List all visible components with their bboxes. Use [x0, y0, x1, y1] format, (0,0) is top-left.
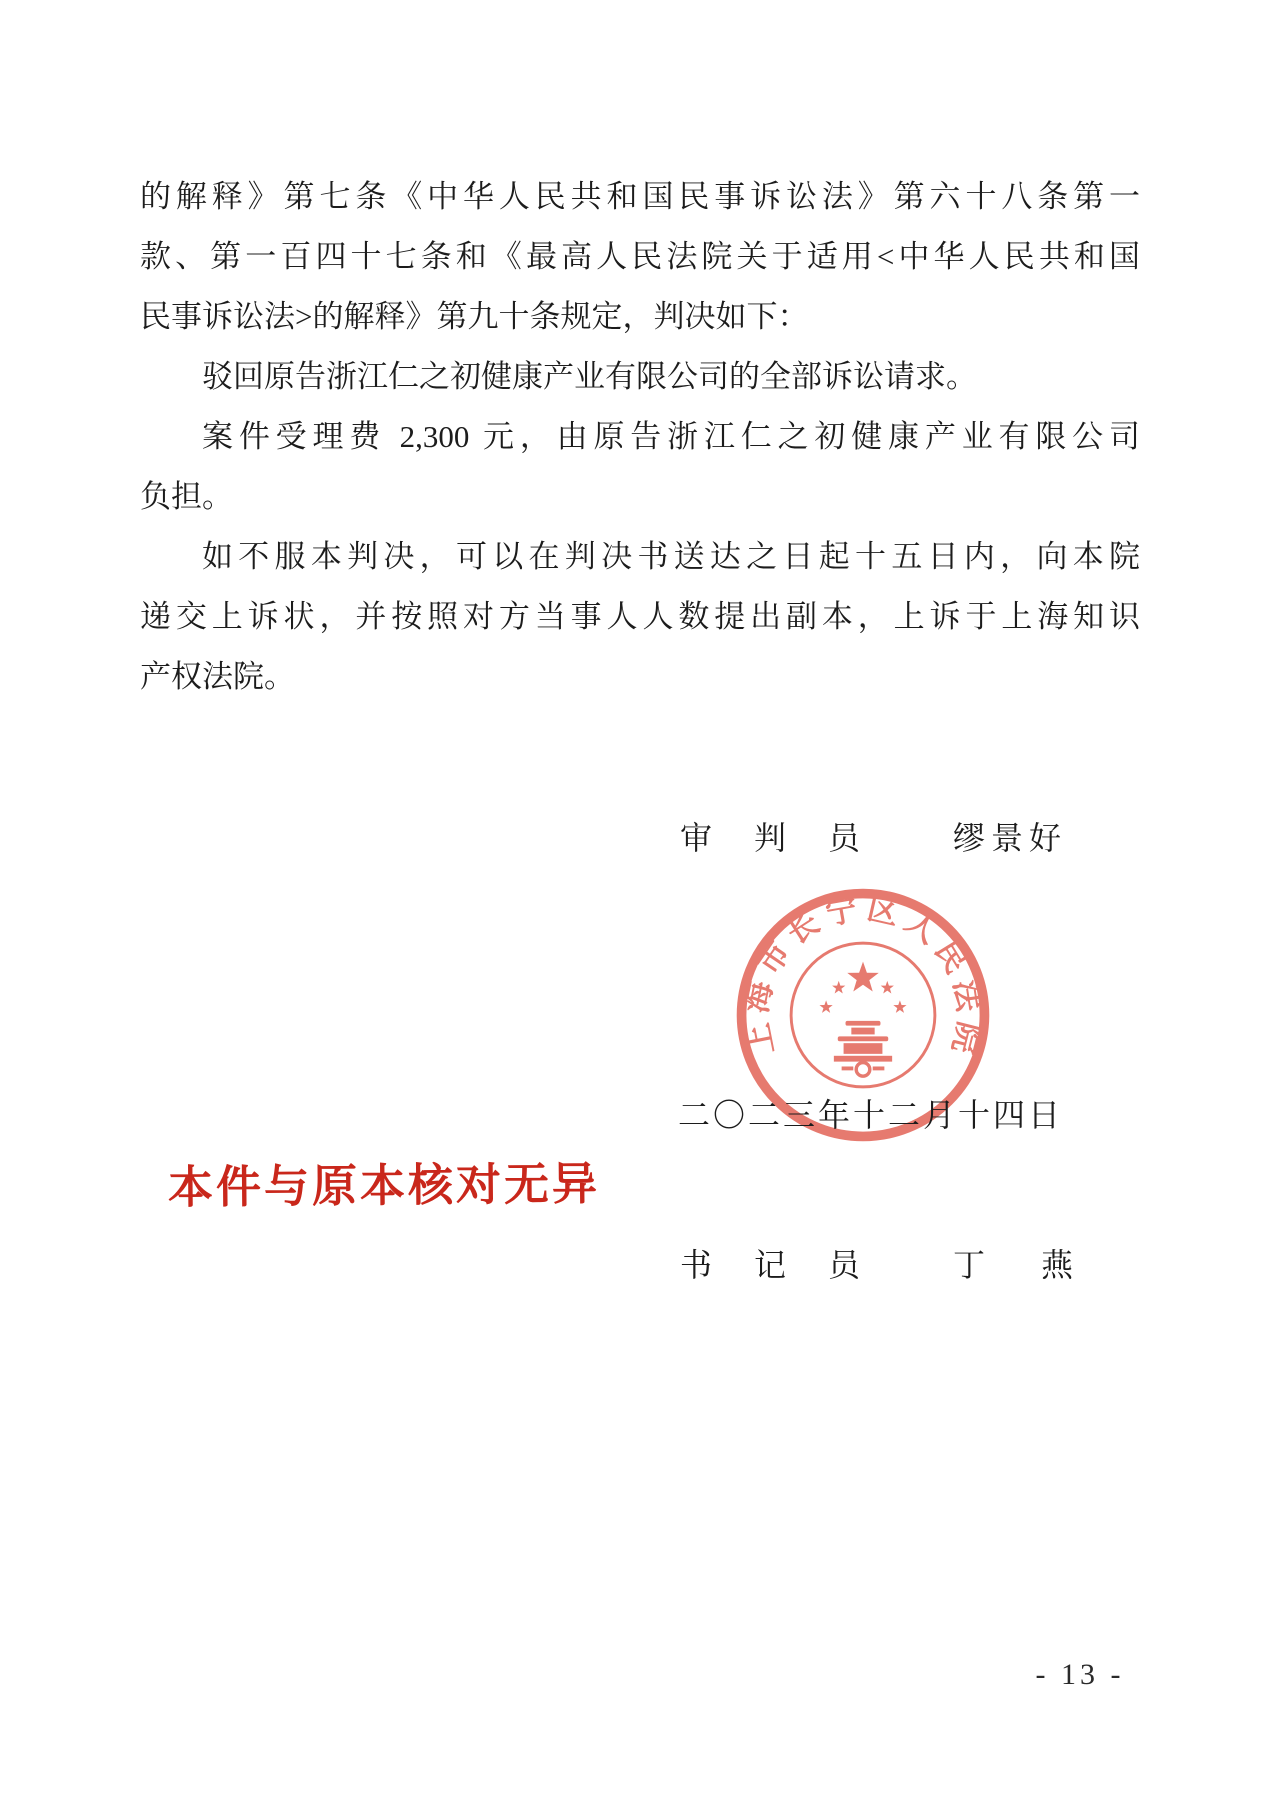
clerk-name: 丁 燕 — [953, 1247, 1086, 1283]
body-line: 递交上诉状，并按照对方当事人人数提出副本，上诉于上海知识 — [140, 599, 1140, 634]
judge-name: 缪景好 — [953, 820, 1068, 856]
body-line: 如不服本判决，可以在判决书送达之日起十五日内，向本院 — [202, 539, 1140, 574]
body-line: 负担。 — [140, 479, 233, 514]
emblem-small-star — [819, 1000, 832, 1013]
judgment-date: 二〇二三年十二月十四日 — [678, 1097, 1064, 1133]
emblem-gate — [834, 1021, 892, 1076]
emblem-small-star — [832, 981, 845, 994]
body-line: 产权法院。 — [140, 659, 295, 694]
page-number: - 13 - — [1035, 1658, 1125, 1691]
seal-text: 上海市长宁区人民法院 — [738, 890, 988, 1064]
body-line: 民事诉讼法>的解释》第九十条规定，判决如下： — [140, 299, 809, 334]
emblem-small-star — [881, 981, 894, 994]
body-line: 款、第一百四十七条和《最高人民法院关于适用<中华人民共和国 — [140, 239, 1140, 274]
clerk-signature-row — [680, 1235, 1085, 1295]
body-line: 驳回原告浙江仁之初健康产业有限公司的全部诉讼请求。 — [202, 359, 977, 394]
emblem-small-star — [893, 1000, 906, 1013]
judgment-body — [140, 167, 1140, 707]
body-line: 的解释》第七条《中华人民共和国民事诉讼法》第六十八条第一 — [140, 179, 1140, 214]
clerk-label: 书 记 员 — [680, 1247, 866, 1283]
seal-national-emblem — [791, 943, 935, 1087]
verification-stamp: 本件与原本核对无异 — [167, 1158, 601, 1213]
body-line: 案件受理费 2,300 元，由原告浙江仁之初健康产业有限公司 — [202, 419, 1140, 454]
judge-label: 审 判 员 — [680, 820, 866, 856]
emblem-big-star — [847, 962, 878, 992]
judge-signature-row — [680, 808, 1067, 868]
